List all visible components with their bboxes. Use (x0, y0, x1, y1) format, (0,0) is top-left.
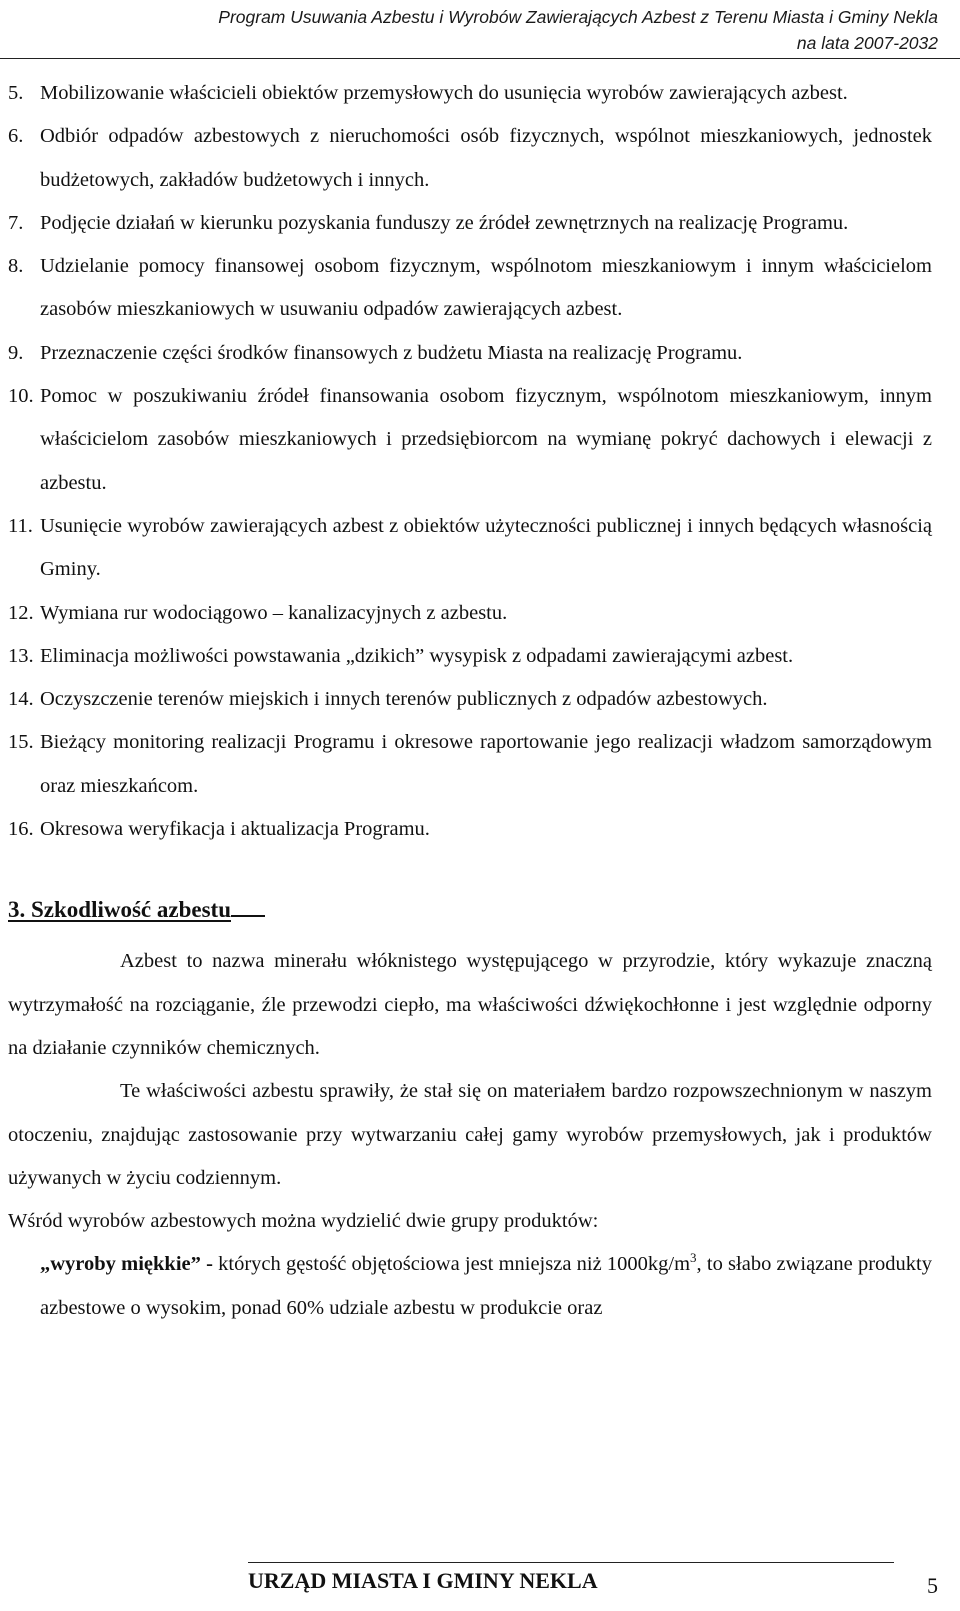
item-number: 9. (8, 341, 24, 364)
item-number: 8. (8, 255, 24, 278)
item-number: 16. (8, 818, 34, 841)
page-body (8, 72, 932, 1330)
item-text: Wymiana rur wodociągowo – kanalizacyjnych z azbestu. (40, 601, 508, 624)
item-number: 12. (8, 601, 34, 624)
section-heading-text: 3. Szkodliwość azbestu (8, 897, 231, 923)
item-number: 11. (8, 514, 33, 537)
paragraph-soft-products (8, 1243, 932, 1330)
list-item (8, 72, 932, 115)
list-item (8, 721, 932, 808)
footer-office-name: URZĄD MIASTA I GMINY NEKLA (248, 1568, 598, 1593)
list-item (8, 375, 932, 505)
item-number: 10. (8, 385, 34, 408)
list-item (8, 245, 932, 332)
item-text: Odbiór odpadów azbestowych z nieruchomości osób fizycznych, wspólnot mieszkaniowych, jednostek budżetowych, zakładów budżetowych i innych. (40, 125, 932, 191)
list-item (8, 678, 932, 721)
header-divider (0, 58, 960, 59)
item-number: 13. (8, 644, 34, 667)
paragraph-properties: Te właściwości azbestu sprawiły, że stał się on materiałem bardzo rozpowszechnionym w naszym otoczeniu, znajdując zastosowanie przy wytwarzaniu całej gamy wyrobów przemysłowych, jak i produktów używanych w życiu codziennym. (8, 1080, 932, 1189)
item-text: Okresowa weryfikacja i aktualizacja Programu. (40, 818, 430, 841)
item-number: 15. (8, 731, 34, 754)
paragraph-definition: Azbest to nazwa minerału włóknistego występującego w przyrodzie, który wykazuje znaczną wytrzymałość na rozciąganie, źle przewodzi ciepło, ma właściwości dźwiękochłonne i jest względnie odporny na działanie czynników chemicznych. (8, 950, 932, 1059)
running-header (218, 4, 938, 56)
section-heading (8, 893, 932, 926)
item-text: Eliminacja możliwości powstawania „dzikich” wysypisk z odpadami zawierającymi azbest. (40, 644, 794, 667)
task-list (8, 72, 932, 851)
list-item (8, 202, 932, 245)
footer-divider (248, 1562, 894, 1563)
page-number: 5 (927, 1573, 938, 1598)
heading-underline-tail (231, 893, 265, 917)
item-number: 14. (8, 688, 34, 711)
item-text: Pomoc w poszukiwaniu źródeł finansowania osobom fizycznym, wspólnotom mieszkaniowym, innym właścicielom zasobów mieszkaniowych i przedsiębiorcom na wymianę pokryć dachowych i elewacji z azbestu. (40, 385, 932, 494)
cubic-exponent: 3 (690, 1250, 697, 1266)
list-item (8, 808, 932, 851)
header-title: Program Usuwania Azbestu i Wyrobów Zawierających Azbest z Terenu Miasta i Gminy Nekla (218, 7, 938, 27)
soft-products-text: których gęstość objętościowa jest mniejsza niż 1000kg/m (212, 1253, 691, 1276)
list-item (8, 505, 932, 592)
item-text: Oczyszczenie terenów miejskich i innych terenów publicznych z odpadów azbestowych. (40, 688, 768, 711)
list-item (8, 332, 932, 375)
item-text: Usunięcie wyrobów zawierających azbest z obiektów użyteczności publicznej i innych będących własnością Gminy. (40, 514, 932, 581)
paragraph-groups-intro: Wśród wyrobów azbestowych można wydzielić dwie grupy produktów: (8, 1210, 599, 1233)
item-text: Bieżący monitoring realizacji Programu i okresowe raportowanie jego realizacji władzom samorządowym oraz mieszkańcom. (40, 731, 932, 797)
item-number: 6. (8, 125, 24, 148)
item-text: Mobilizowanie właścicieli obiektów przemysłowych do usunięcia wyrobów zawierających azbest. (40, 82, 848, 104)
item-number: 5. (8, 82, 24, 104)
item-number: 7. (8, 211, 24, 234)
item-text: Podjęcie działań w kierunku pozyskania funduszy ze źródeł zewnętrznych na realizację Programu. (40, 211, 849, 234)
soft-products-term: „wyroby miękkie” - (40, 1253, 213, 1276)
item-text: Udzielanie pomocy finansowej osobom fizycznym, wspólnotom mieszkaniowym i innym właścicielom zasobów mieszkaniowych w usuwaniu odpadów zawierających azbest. (40, 255, 932, 321)
list-item (8, 592, 932, 635)
header-period: na lata 2007-2032 (796, 33, 938, 53)
soft-products-text-cont: , to słabo związane produkty azbestowe o wysokim, ponad 60% udziale azbestu w produkcie oraz (40, 1253, 933, 1319)
item-text: Przeznaczenie części środków finansowych z budżetu Miasta na realizację Programu. (40, 341, 743, 364)
list-item (8, 635, 932, 678)
list-item (8, 115, 932, 202)
